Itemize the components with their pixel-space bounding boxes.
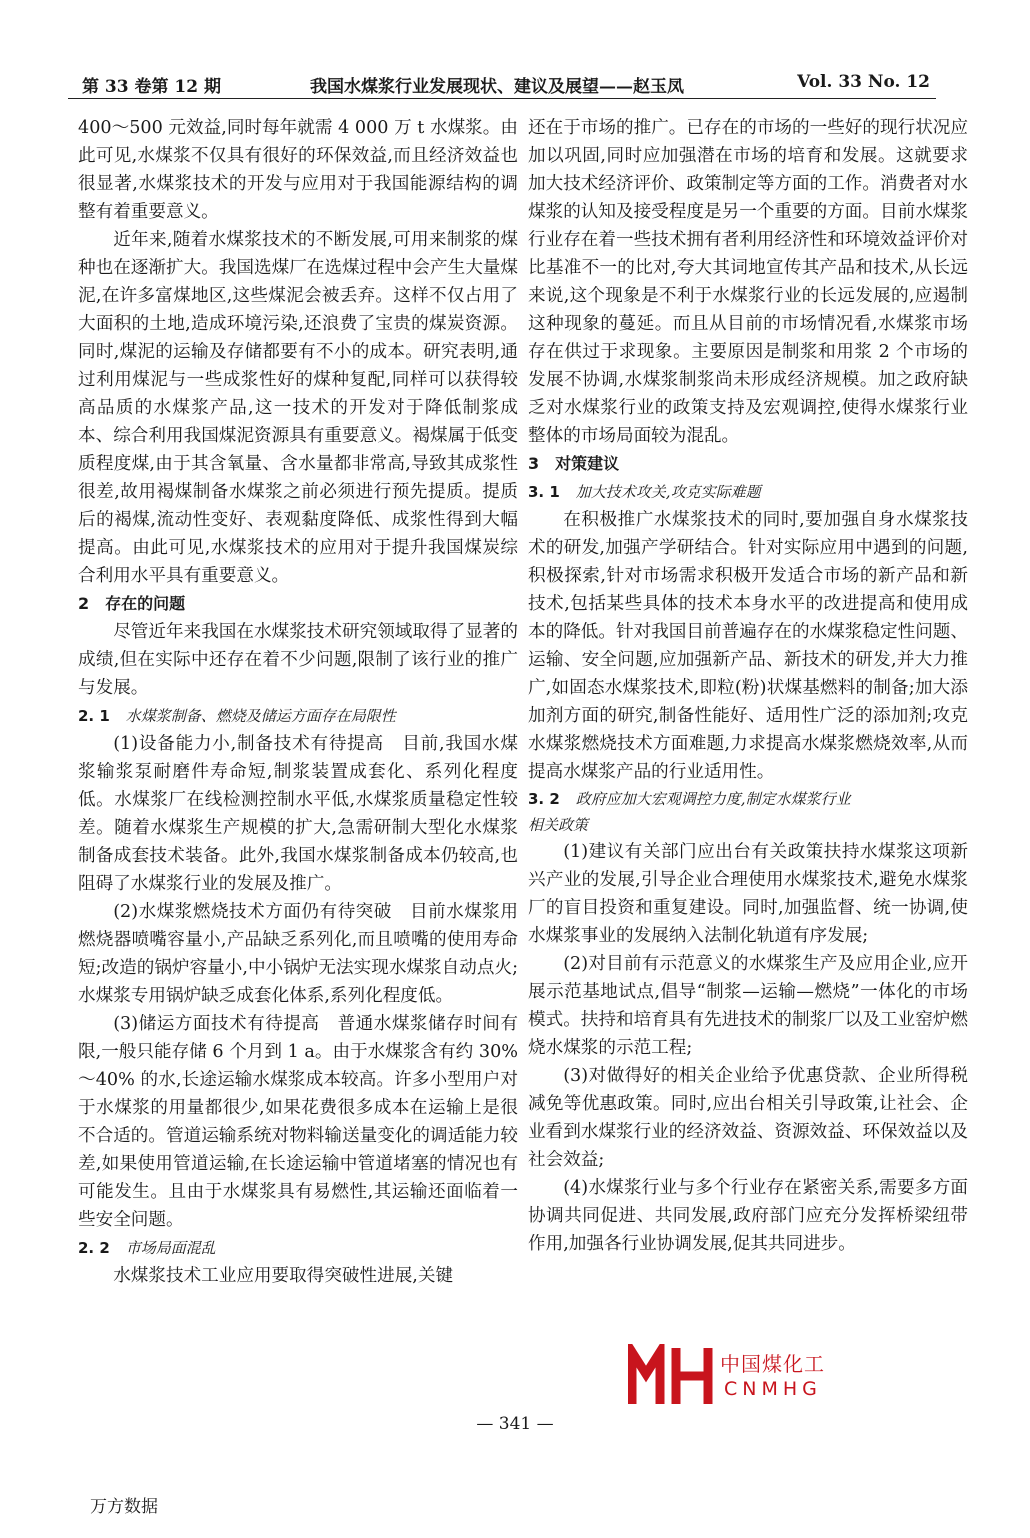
paragraph: (1)设备能力小,制备技术有待提高 目前,我国水煤浆输浆泵耐磨件寿命短,制浆装置成套化、系列化程度低。水煤浆厂在线检测控制水平低,水煤浆质量稳定性较差。随着水煤浆生产规模的扩大,急需研制大型化水煤浆制备成套技术装备。此外,我国水煤浆制备成本仍较高,也阻碍了水煤浆行业的发展及推广。 [78,734,518,894]
subsection-number: 3. 1 [528,483,560,501]
paragraph: (3)储运方面技术有待提高 普通水煤浆储存时间有限,一般只能存储 6 个月到 1 a。由于水煤浆含有约 30%～40% 的水,长途运输水煤浆成本较高。许多小型用户对于水煤浆的用量都很少,如果花费很多成本在运输上是很不合适的。管道运输系统对物料输送量变化的调适能力较差,如果使用管道运输,在长途运输中管道堵塞的情况也有可能发生。且由于水煤浆具有易燃性,其运输还面临着一些安全问题。 [78,1014,518,1230]
subsection-title: 加大技术攻关,攻克实际难题 [575,483,761,501]
running-header [68,64,936,99]
paragraph: 水煤浆技术工业应用要取得突破性进展,关键 [113,1266,454,1286]
paragraph: 在积极推广水煤浆技术的同时,要加强自身水煤浆技术的研发,加强产学研结合。针对实际应用中遇到的问题,积极探索,针对市场需求积极开发适合市场的新产品和新技术,包括某些具体的技术本身水平的改进提高和使用成本的降低。针对我国目前普遍存在的水煤浆稳定性问题、运输、安全问题,应加强新产品、新技术的研发,并大力推广,如固态水煤浆技术,即粒(粉)状煤基燃料的制备;加大添加剂方面的研究,制备性能好、适用性广泛的添加剂;攻克水煤浆燃烧技术方面难题,力求提高水煤浆燃烧效率,从而提高水煤浆产品的行业适用性。 [528,510,968,782]
subsection-number: 2. 1 [78,707,110,725]
paragraph: 400～500 元效益,同时每年就需 4 000 万 t 水煤浆。由此可见,水煤浆不仅具有很好的环保效益,而且经济效益也很显著,水煤浆技术的开发与应用对于我国能源结构的调整有着重要意义。 [78,118,518,222]
cnmhg-logo-icon [628,1344,718,1408]
left-column [78,114,518,1290]
section-heading-3: 3 对策建议 [528,454,620,473]
subsection-heading-3-2 [528,786,968,838]
subsection-title: 水煤浆制备、燃烧及储运方面存在局限性 [125,707,396,725]
paragraph: (2)水煤浆燃烧技术方面仍有待突破 目前水煤浆用燃烧器喷嘴容量小,产品缺乏系列化,而且喷嘴的使用寿命短;改造的锅炉容量小,中小锅炉无法实现水煤浆自动点火;水煤浆专用锅炉缺乏成套化体系,系列化程度低。 [78,902,518,1006]
paragraph: (4)水煤浆行业与多个行业存在紧密关系,需要多方面协调共同促进、共同发展,政府部门应充分发挥桥梁纽带作用,加强各行业协调发展,促其共同进步。 [528,1178,968,1254]
paragraph: (2)对目前有示范意义的水煤浆生产及应用企业,应开展示范基地试点,倡导“制浆—运输—燃烧”一体化的市场模式。扶持和培育具有先进技术的制浆厂以及工业窑炉燃烧水煤浆的示范工程; [528,954,968,1058]
subsection-title: 政府应加大宏观调控力度,制定水煤浆行业 [575,790,851,808]
watermark-cn: 中国煤化工 [720,1352,825,1376]
watermark-logo [628,1344,888,1408]
watermark-en: CNMHG [724,1378,822,1400]
right-column [528,114,968,1258]
paragraph: (1)建议有关部门应出台有关政策扶持水煤浆这项新兴产业的发展,引导企业合理使用水煤浆技术,避免水煤浆厂的盲目投资和重复建设。同时,加强监督、统一协调,使水煤浆事业的发展纳入法制化轨道有序发展; [528,842,968,946]
subsection-title: 市场局面混乱 [125,1239,216,1257]
paragraph: 还在于市场的推广。已存在的市场的一些好的现行状况应加以巩固,同时应加强潜在市场的培育和发展。这就要求加大技术经济评价、政策制定等方面的工作。消费者对水煤浆的认知及接受程度是另一个重要的方面。目前水煤浆行业存在着一些技术拥有者利用经济性和环境效益评价对比基准不一的比对,夸大其词地宣传其产品和技术,从长远来说,这个现象是不利于水煤浆行业的长远发展的,应遏制这种现象的蔓延。而且从目前的市场情况看,水煤浆市场存在供过于求现象。主要原因是制浆和用浆 2 个市场的发展不协调,水煤浆制浆尚未形成经济规模。加之政府缺乏对水煤浆行业的政策支持及宏观调控,使得水煤浆行业整体的市场局面较为混乱。 [528,118,968,446]
volume-number: Vol. 33 No. 12 [797,72,930,92]
footer-source: 万方数据 [90,1497,158,1517]
journal-issue: 第 33 卷第 12 期 [82,77,221,97]
subsection-heading-2-1 [78,702,518,730]
subsection-number: 3. 2 [528,790,560,808]
subsection-heading-2-2 [78,1234,518,1262]
paragraph: 近年来,随着水煤浆技术的不断发展,可用来制浆的煤种也在逐渐扩大。我国选煤厂在选煤过程中会产生大量煤泥,在许多富煤地区,这些煤泥会被丢弃。这样不仅占用了大面积的土地,造成环境污染,还浪费了宝贵的煤炭资源。同时,煤泥的运输及存储都要有不小的成本。研究表明,通过利用煤泥与一些成浆性好的煤种复配,同样可以获得较高品质的水煤浆产品,这一技术的开发对于降低制浆成本、综合利用我国煤泥资源具有重要意义。褐煤属于低变质程度煤,由于其含氧量、含水量都非常高,导致其成浆性很差,故用褐煤制备水煤浆之前必须进行预先提质。提质后的褐煤,流动性变好、表观黏度降低、成浆性得到大幅提高。由此可见,水煤浆技术的应用对于提升我国煤炭综合利用水平具有重要意义。 [78,230,518,586]
article-title: 我国水煤浆行业发展现状、建议及展望——赵玉凤 [310,77,684,97]
page-number: — 341 — [476,1414,554,1434]
subsection-title-cont: 相关政策 [528,816,589,834]
section-heading-2: 2 存在的问题 [78,594,186,613]
paragraph: 尽管近年来我国在水煤浆技术研究领域取得了显著的成绩,但在实际中还存在着不少问题,限制了该行业的推广与发展。 [78,622,518,698]
paragraph: (3)对做得好的相关企业给予优惠贷款、企业所得税减免等优惠政策。同时,应出台相关引导政策,让社会、企业看到水煤浆行业的经济效益、资源效益、环保效益以及社会效益; [528,1066,968,1170]
subsection-number: 2. 2 [78,1239,110,1257]
subsection-heading-3-1 [528,478,968,506]
